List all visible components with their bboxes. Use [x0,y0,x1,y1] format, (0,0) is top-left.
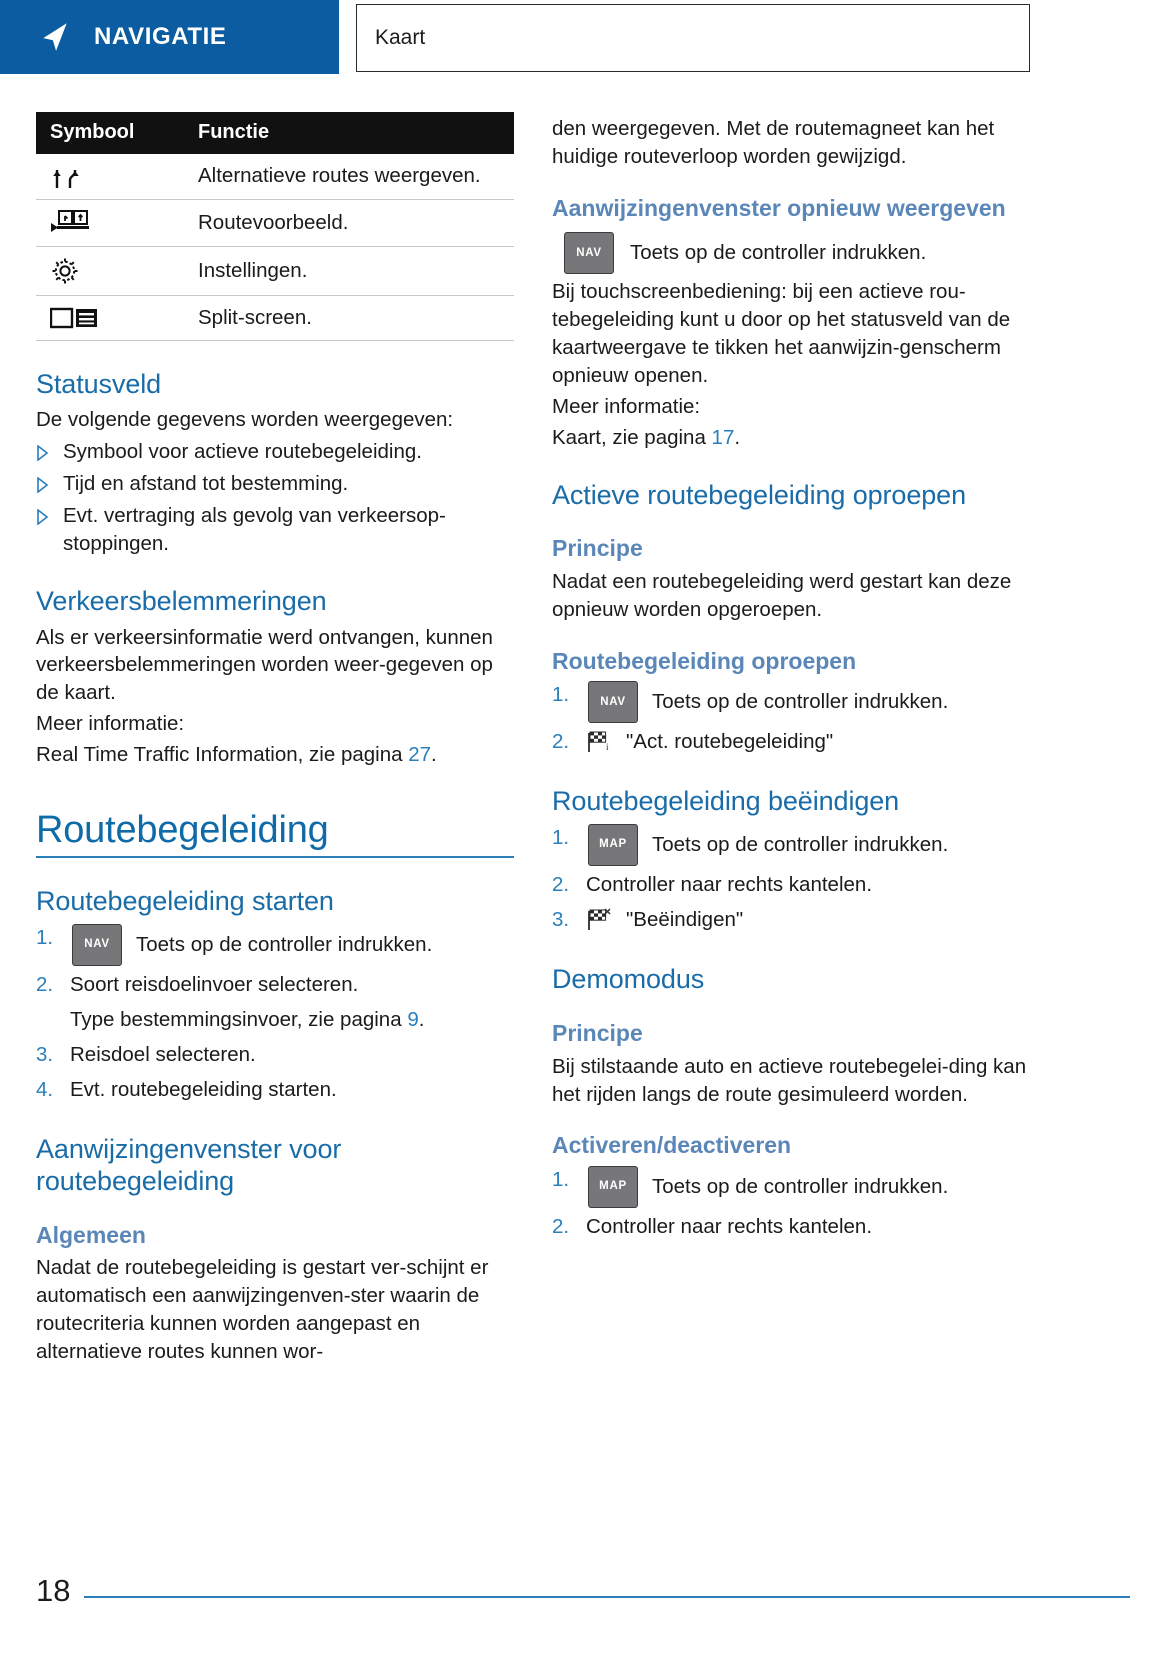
checkered-flag-end-icon [586,908,612,932]
step-body [586,681,948,723]
column-header-symbool: Symbool [36,112,184,154]
map-key-button[interactable]: MAP [588,824,638,866]
list-item [552,906,1030,936]
cross-reference-suffix: . [431,743,437,767]
step-body [586,906,743,934]
step-number: 3. [36,1042,54,1066]
statusveld-intro: De volgende gegevens worden weergegeven: [36,408,454,432]
step-label: "Beëindigen" [626,908,744,932]
heading-actieve-routebegeleiding-oproepen: Actieve routebegeleiding oproepen [552,479,967,510]
step-number: 1. [552,1168,570,1192]
nav-key-instruction-label: Toets op de controller indrukken. [630,241,927,265]
chapter-title-routebegeleiding: Routebegeleiding [36,809,514,858]
step-number: 1. [552,826,570,850]
substep-cross-reference [70,1006,424,1034]
cross-reference-suffix: . [734,425,741,449]
list-item [552,1213,1030,1243]
heading-aanwijzingenvenster-opnieuw-weergeven: Aanwijzingenvenster opnieuw weergeven [552,194,1006,221]
step-label: Toets op de controller indrukken. [652,833,949,857]
list-item [36,924,514,966]
heading-statusveld: Statusveld [36,368,162,399]
function-cell: Instellingen. [184,246,514,295]
heading-verkeersbelemmeringen: Verkeersbelemmeringen [36,585,327,616]
step-label: Evt. routebegeleiding starten. [70,1077,337,1101]
heading-routebegeleiding-beeindigen: Routebegeleiding beëindigen [552,786,900,817]
navigation-arrow-icon [38,20,72,54]
symbol-cell [36,295,184,340]
table-row [36,199,514,246]
step-number: 3. [552,908,570,932]
step-label: Controller naar rechts kantelen. [586,873,873,897]
left-column [36,112,514,1369]
step-label: Toets op de controller indrukken. [652,690,949,714]
list-item [36,1076,514,1106]
tab-kaart-label: Kaart [375,26,426,49]
function-cell: Alternatieve routes weergeven. [184,154,514,199]
step-number: 2. [552,730,570,754]
step-number: 4. [36,1077,54,1101]
symbol-function-table [36,112,514,341]
route-preview-icon [50,209,94,237]
page-number: 18 [36,1573,71,1608]
heading-aanwijzingenvenster-voor-routebegeleiding: Aanwijzingenvenster voor routebegeleiding [36,1133,342,1196]
more-info-label: Meer informatie: [36,712,185,736]
map-key-button[interactable]: MAP [588,1166,638,1208]
list-item-label: Symbool voor actieve routebegeleiding. [63,440,422,464]
continuation-paragraph: den weergegeven. Met de routemagneet kan het huidige routeverloop worden gewijzigd. [552,117,995,168]
heading-principe: Principe [552,535,643,562]
algemeen-paragraph: Nadat de routebegeleiding is gestart ver-schijnt er automatisch een aanwijzingenven-ster waarin de routecriteria kunnen worden aangepast en alternatieve routes kunnen wor- [36,1256,489,1363]
demomodus-principe-paragraph: Bij stilstaande auto en actieve routebegelei-ding kan het rijden langs de route gesimuleerd worden. [552,1054,1027,1106]
step-number: 2. [552,873,570,897]
table-row [36,295,514,340]
heading-routebegeleiding-starten: Routebegeleiding starten [36,885,334,916]
table-row [36,154,514,199]
page-reference-link[interactable]: 27 [408,743,432,767]
verkeersbelemmeringen-paragraph: Als er verkeersinformatie werd ontvangen, kunnen verkeersbelemmeringen worden weer-gegeven op de kaart. [36,625,493,705]
svg-text:i: i [606,742,609,753]
routebegeleiding-beeindigen-steps [552,824,1030,936]
cross-reference-text: Kaart, zie pagina [552,425,712,449]
step-number: 1. [552,683,570,707]
step-body [586,728,833,756]
list-item [552,871,1030,901]
list-item [36,971,514,1001]
nav-key-button[interactable]: NAV [564,232,614,274]
heading-algemeen: Algemeen [36,1221,146,1248]
right-column [552,112,1030,1248]
routebegeleiding-starten-steps [36,924,514,1106]
column-header-functie: Functie [184,112,514,154]
step-number: 2. [36,972,54,996]
demomodus-activeren-steps [552,1166,1030,1243]
cross-reference-rtti [36,741,514,769]
alternative-routes-icon [50,163,84,189]
list-item [36,470,514,498]
step-body [586,824,948,866]
list-item [552,824,1030,866]
list-item-substep [36,1006,514,1036]
page-footer [36,1573,1130,1609]
nav-key-button[interactable]: NAV [588,681,638,723]
settings-gear-icon [50,256,80,286]
navigation-banner-label: NAVIGATIE [94,23,227,50]
step-number: 1. [36,925,54,949]
step-body [70,924,432,966]
symbol-cell [36,246,184,295]
list-item [552,1166,1030,1208]
footer-rule [84,1596,1130,1598]
substep-text: Type bestemmingsinvoer, zie pagina [70,1007,408,1031]
tab-kaart[interactable] [356,4,1030,72]
cross-reference-kaart [552,424,1030,452]
statusveld-bullet-list [36,438,514,558]
split-screen-icon [50,306,98,330]
step-label: Soort reisdoelinvoer selecteren. [70,972,359,996]
symbol-cell [36,199,184,246]
routebegeleiding-oproepen-steps [552,681,1030,758]
page-header [0,0,1165,76]
step-label: Controller naar rechts kantelen. [586,1215,873,1239]
triangle-bullet-icon [36,509,49,525]
step-label: Toets op de controller indrukken. [136,932,433,956]
list-item [552,681,1030,723]
page-reference-link[interactable]: 9 [407,1007,419,1031]
heading-activeren-deactiveren: Activeren/deactiveren [552,1132,792,1159]
step-number: 2. [552,1215,570,1239]
triangle-bullet-icon [36,445,49,461]
list-item [552,728,1030,758]
step-body [586,1166,948,1208]
heading-principe-demomodus: Principe [552,1020,643,1047]
more-info-label: Meer informatie: [552,394,701,418]
checkered-flag-info-icon [586,730,612,754]
substep-suffix: . [418,1007,425,1031]
list-item [36,1041,514,1071]
nav-key-button[interactable]: NAV [72,924,122,966]
heading-demomodus: Demomodus [552,964,705,995]
list-item [36,438,514,466]
heading-routebegeleiding-oproepen: Routebegeleiding oproepen [552,647,857,674]
step-label: "Act. routebegeleiding" [626,730,834,754]
principe-paragraph: Nadat een routebegeleiding werd gestart kan deze opnieuw worden opgeroepen. [552,570,1012,621]
nav-key-instruction-row [564,232,1030,274]
list-item-label: Tijd en afstand tot bestemming. [63,472,349,496]
table-row [36,246,514,295]
function-cell: Split-screen. [184,295,514,340]
list-item-label: Evt. vertraging als gevolg van verkeersop-stoppingen. [63,503,446,555]
list-item [36,502,514,558]
step-label: Reisdoel selecteren. [70,1042,256,1066]
navigation-banner [0,0,339,74]
step-label: Toets op de controller indrukken. [652,1175,949,1199]
page-reference-link[interactable]: 17 [711,425,735,449]
function-cell: Routevoorbeeld. [184,199,514,246]
triangle-bullet-icon [36,477,49,493]
table-header-row [36,112,514,154]
symbol-cell [36,154,184,199]
touchscreen-paragraph: Bij touchscreenbediening: bij een actieve rou-tebegeleiding kunt u door op het statusveld van de kaartweergave te tikken het aanwijzin-genscherm opnieuw openen. [552,280,1011,387]
cross-reference-text: Real Time Traffic Information, zie pagina [36,743,409,767]
